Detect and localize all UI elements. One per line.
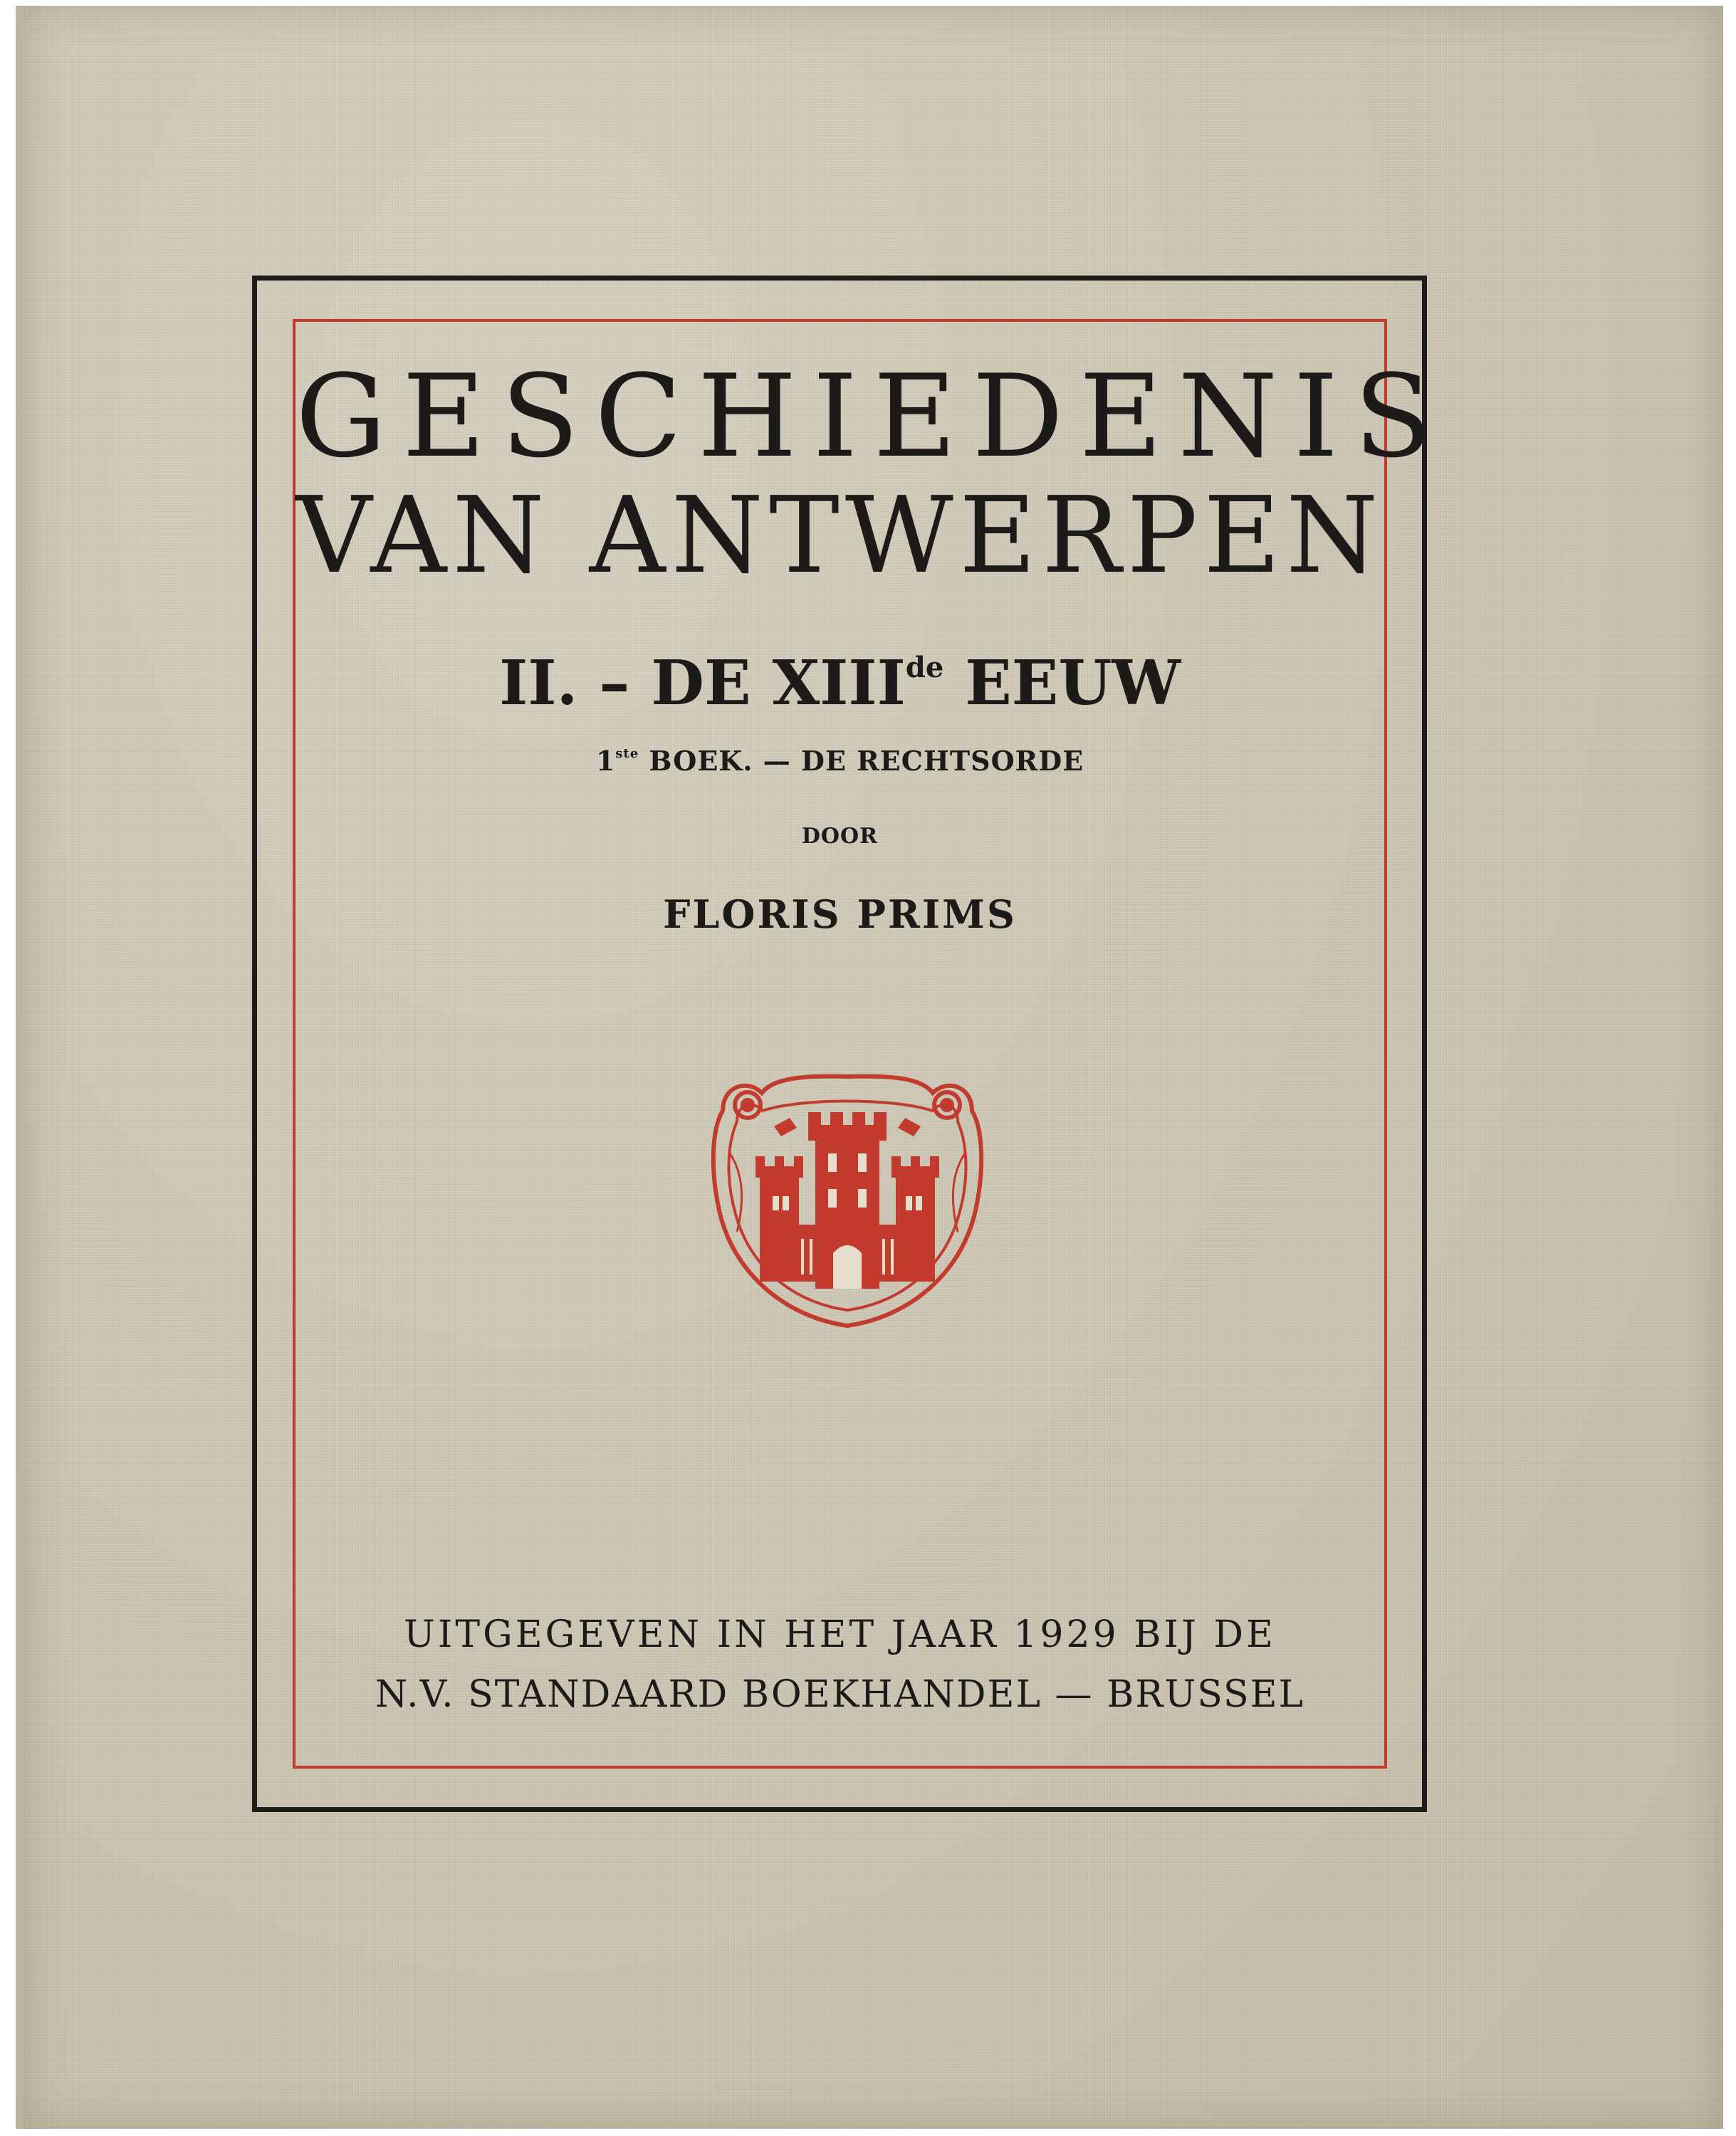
publisher-line-1: UITGEGEVEN IN HET JAAR 1929 BIJ DE [404, 1613, 1276, 1656]
publisher-line-2: N.V. STANDAARD BOEKHANDEL — BRUSSEL [375, 1673, 1305, 1716]
byline: DOOR [801, 824, 879, 849]
coat-of-arms-icon [694, 1061, 1000, 1331]
book-superscript: ste [615, 746, 639, 761]
author-name: FLORIS PRIMS [663, 891, 1017, 937]
book-number: 1 [595, 745, 616, 777]
title-line-1: GESCHIEDENIS [296, 350, 1448, 483]
volume-title [296, 647, 1384, 719]
volume-prefix: II. – DE XIII [499, 647, 906, 719]
book-text: BOEK. — DE RECHTSORDE [639, 745, 1084, 777]
volume-superscript: de [905, 651, 944, 684]
book-subtitle [296, 745, 1384, 777]
volume-suffix: EEUW [943, 647, 1181, 719]
title-line-2: VAN ANTWERPEN [296, 474, 1384, 597]
